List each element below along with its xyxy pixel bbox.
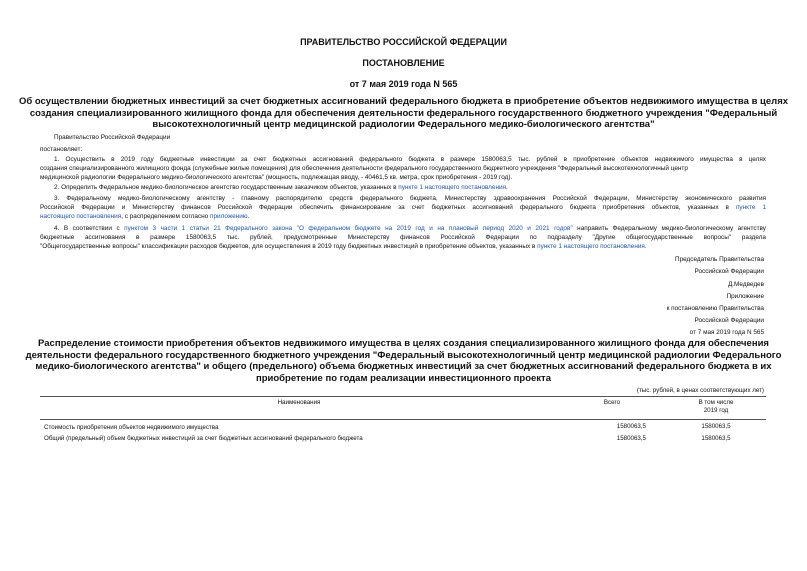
paragraph-2 [54, 184, 508, 193]
document-title-line: создания специализированного жилищного фонда для обеспечения деятельности федерального государственного бюджетного учреждения "Федеральный [29, 107, 778, 119]
row-name: Стоимость приобретения объектов недвижимого имущества [44, 424, 219, 431]
row-2019: 1580063,5 [701, 423, 731, 430]
table-row [40, 433, 766, 444]
paragraph-3-line [40, 213, 249, 222]
document-type-heading: ПОСТАНОВЛЕНИЕ [362, 58, 445, 68]
paragraph-3-line: 3. Федеральному медико-биологическому агентству - главному распорядителю средств федерального бюджета, Министерству здравоохранения Российской Федерации, Министерству экономического развития [54, 195, 766, 202]
section-title [0, 338, 807, 384]
header-year-2019: 2019 год [703, 407, 729, 414]
paragraph-1-line: медицинской радиологии Федерального медико-биологического агентства" (мощность, подлежащая вводу, - 40461,5 кв. метра, срок приобретения - 2019 год). [40, 174, 513, 181]
paragraph-1-text: 1. Осуществить в 2019 году бюджетные инвестиции за счет бюджетных ассигнований федерального бюджета в размере 1580063,5 тыс. рублей в приобретение объектов недвижимого имущества в целях [54, 156, 766, 163]
intro-government: Правительство Российской Федерации [54, 134, 171, 141]
document-title-line: Об осуществлении бюджетных инвестиций за счет бюджетных ассигнований федерального бюджета в приобретение объектов недвижимого имущества в целях [18, 96, 789, 107]
document-title [0, 96, 807, 131]
paragraph-4-text: 4. В соответствии с [54, 225, 125, 232]
signature-country: Российской Федерации [694, 268, 764, 275]
paragraph-4-line: бюджетные ассигнования в размере 1580063,5 тыс. рублей, предусмотренные Министерству финансов Российской Федерации по подразделу "Другие общегосударственные вопросы" раздела [40, 234, 766, 241]
section-title-line: медико-биологического агентства" и общего (предельного) объема бюджетных инвестиций за счет бюджетных ассигнований федерального бюджета в их [35, 361, 772, 372]
row-total: 1580063,5 [616, 423, 646, 430]
paragraph-4-end: . [644, 243, 647, 250]
paragraph-2-text: 2. Определить Федеральное медико-биологическое агентство государственным заказчиком объектов, указанных в [54, 184, 399, 191]
paragraph-4-line [40, 243, 647, 252]
paragraph-1-line [40, 156, 766, 165]
paragraph-1-line: создания специализированного жилищного фонда (служебные жилые помещения) для обеспечения деятельности федерального государственного бюджетного учреждения "Федеральный высокотехнологичный центр [40, 165, 688, 172]
appendix-label: Приложение [726, 293, 764, 300]
appendix-date: от 7 мая 2019 года N 565 [689, 329, 764, 336]
paragraph-3-text: Российской Федерации и Министерству финансов Российской Федерации обеспечить финансирование за счет бюджетных ассигнований федерального бюджета приобретения объектов, указанных в [40, 204, 736, 211]
paragraph-2-end: . [506, 184, 508, 191]
government-heading: ПРАВИТЕЛЬСТВО РОССИЙСКОЙ ФЕДЕРАЦИИ [300, 37, 507, 47]
link-appendix[interactable]: приложению [209, 213, 248, 220]
row-2019: 1580063,5 [701, 435, 731, 442]
section-title-line: деятельности федерального государственного бюджетного учреждения "Федеральный высокотехнологичный центр медицинской радиологии Федерального [25, 349, 782, 361]
table-header-row [40, 397, 766, 420]
distribution-table [40, 396, 766, 444]
link-point-1[interactable]: пункте 1 [735, 204, 766, 211]
table-row [40, 420, 766, 434]
link-this-resolution[interactable]: настоящего постановления [40, 213, 122, 220]
paragraph-4-text: направить Федеральному медико-биологическому агентству [572, 225, 766, 232]
header-total: Всего [558, 397, 666, 420]
signature-title: Председатель Правительства [675, 256, 764, 263]
row-name: Общий (предельный) объем бюджетных инвестиций за счет бюджетных ассигнований федерального бюджета [44, 435, 363, 442]
document-date-number: от 7 мая 2019 года N 565 [349, 79, 458, 89]
table-units-note: (тыс. рублей, в ценах соответствующих лет) [636, 387, 764, 394]
signature-name: Д.Медведев [727, 281, 764, 288]
paragraph-3-line [40, 204, 766, 213]
appendix-ref: к постановлению Правительства [666, 305, 764, 312]
document-title-line: высокотехнологичный центр медицинской радиологии Федерального медико-биологического агентства" [152, 119, 655, 130]
paragraph-4-line [54, 225, 766, 234]
intro-decrees: постановляет: [40, 146, 83, 153]
section-title-line: Распределение стоимости приобретения объектов недвижимого имущества в целях создания специализированного жилищного фонда для обеспечения [38, 338, 769, 349]
header-including-label: В том числе [698, 399, 734, 406]
row-total: 1580063,5 [616, 435, 646, 442]
appendix-country: Российской Федерации [694, 317, 764, 324]
link-point-1[interactable]: пункте 1 настоящего постановления [398, 184, 507, 191]
paragraph-4-text: "Общегосударственные вопросы" классификации расходов бюджетов, для осуществления в 2019 году бюджетных инвестиций в приобретение объектов, указанных в [40, 243, 538, 250]
header-including [666, 397, 766, 420]
paragraph-3-end: . [247, 213, 250, 220]
header-name: Наименования [40, 397, 558, 420]
paragraph-3-text: , с распределением согласно [121, 213, 210, 220]
link-point-1[interactable]: пункте 1 настоящего постановления [537, 243, 645, 250]
link-federal-law[interactable]: пунктом 3 части 1 статьи 21 Федерального закона "О федеральном бюджете на 2019 год и на плановый период 2020 и 2021 годов" [124, 225, 573, 232]
section-title-line: приобретение по годам реализации инвестиционного проекта [256, 372, 551, 384]
